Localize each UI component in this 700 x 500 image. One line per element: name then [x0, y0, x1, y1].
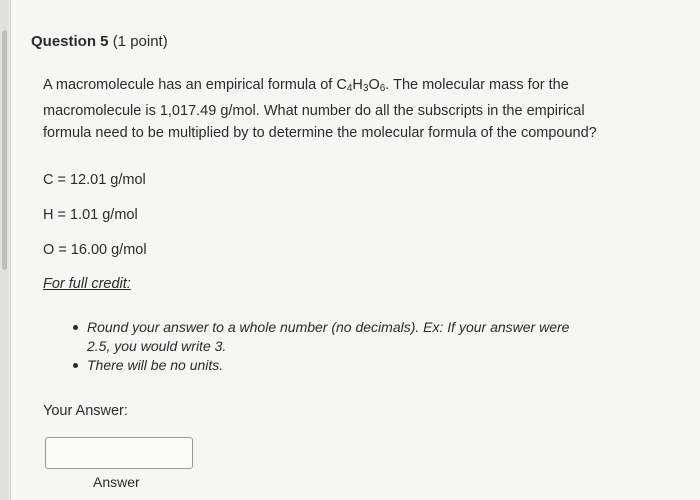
empirical-formula — [336, 77, 385, 93]
your-answer-label: Your Answer: — [43, 403, 128, 419]
question-prompt — [43, 74, 603, 144]
scrollbar-thumb[interactable] — [2, 30, 7, 270]
formula-oxygen-subscript: 6 — [379, 83, 386, 94]
formula-hydrogen: H — [352, 77, 363, 93]
full-credit-heading: For full credit: — [43, 276, 131, 292]
question-points: (1 point) — [112, 33, 168, 50]
question-title — [31, 33, 168, 50]
formula-oxygen: O — [368, 77, 380, 93]
answer-input[interactable] — [45, 437, 193, 469]
prompt-text-end: . The molecular mass for the macromolecule is 1,017.49 g/mol. What number do all the subscripts in the empirical formula need to be multiplied by to determine the molecular formula of the compound? — [43, 77, 597, 141]
oxygen-mass: O = 16.00 g/mol — [43, 242, 147, 258]
answer-caption: Answer — [93, 474, 140, 490]
prompt-text-start: A macromolecule has an empirical formula of — [43, 77, 337, 93]
instruction-rounding: Round your answer to a whole number (no decimals). Ex: If your answer were 2.5, you would write 3. — [71, 318, 571, 356]
question-panel — [10, 0, 700, 500]
carbon-mass: C = 12.01 g/mol — [43, 172, 146, 188]
formula-hydrogen-subscript: 3 — [362, 83, 369, 94]
question-number: Question 5 — [31, 33, 109, 50]
formula-carbon-subscript: 4 — [346, 83, 353, 94]
instruction-units: There will be no units. — [71, 356, 571, 375]
hydrogen-mass: H = 1.01 g/mol — [43, 207, 138, 223]
formula-carbon: C — [336, 77, 347, 93]
instructions-list — [71, 318, 571, 375]
scrollbar-track[interactable] — [0, 0, 9, 500]
